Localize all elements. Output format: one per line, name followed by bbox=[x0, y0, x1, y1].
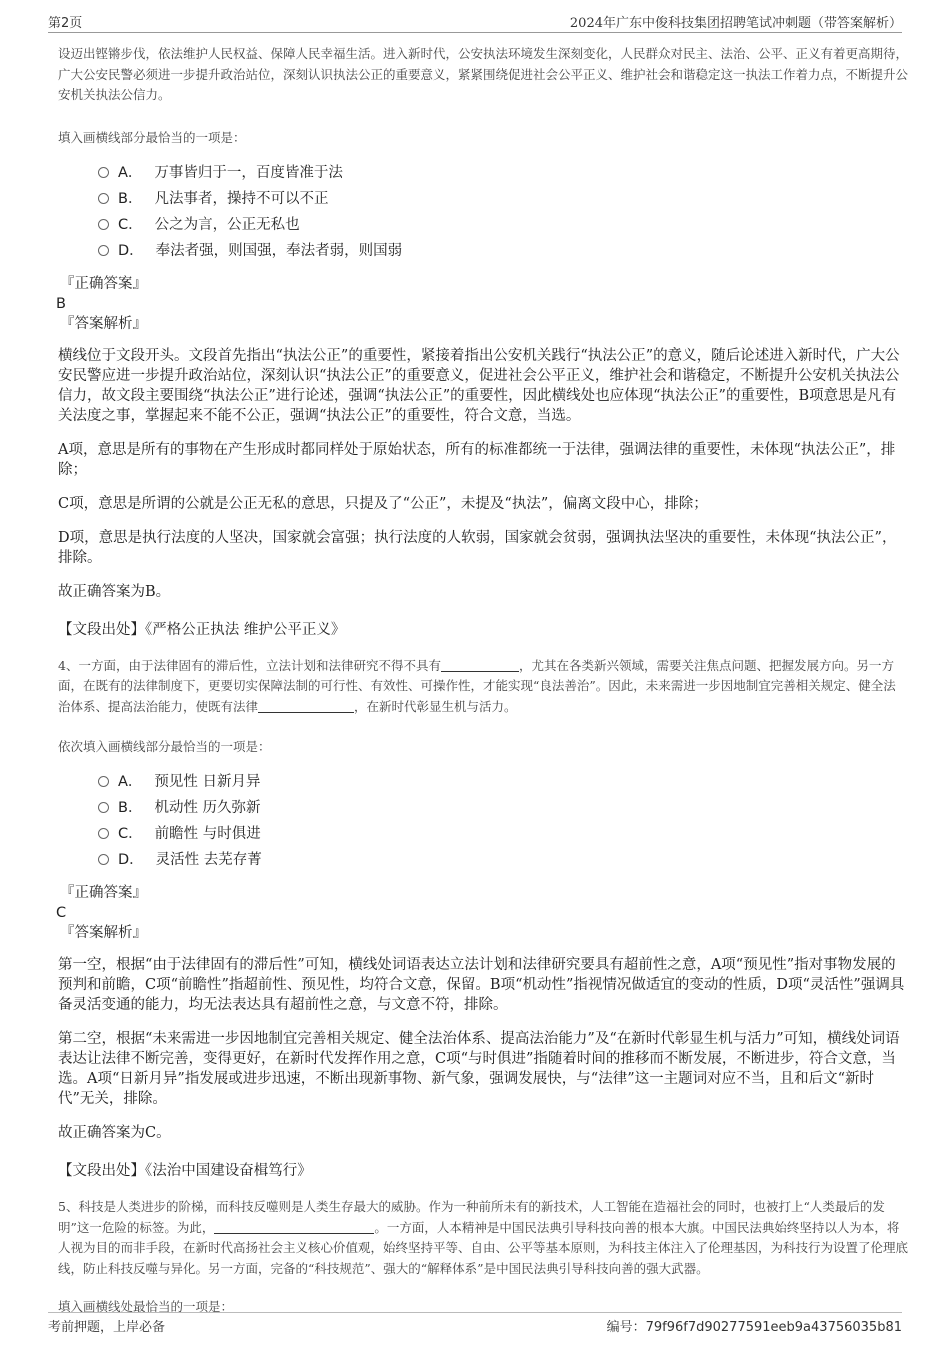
radio-button[interactable] bbox=[98, 776, 109, 787]
q5-stem: 5、科技是人类进步的阶梯，而科技反噬则是人类生存最大的威胁。作为一种前所未有的新技术，人工智能在造福社会的同时，也被打上“人类最后的发明”这一危险的标签。为此， 。一方面，人本精神是中国民法典引导科技向善的根本大旗。中国民法典始终坚持以人为本，将人视为目的而非手段，在新时代高扬社会主义核心价值观，始终坚持平等、自由、公平等基本原则，为科技主体注入了伦理基因，为科技行为设置了伦理底线，防止科技反噬与异化。另一方面，完备的“科技规范”、强大的“解释体系”是中国民法典引导科技向善的强大武器。 bbox=[58, 1199, 909, 1276]
q5-prompt: 填入画横线处最恰当的一项是： bbox=[58, 1299, 234, 1314]
q4-analysis-2: 第二空，根据“未来需进一步因地制宜完善相关规定、健全法治体系、提高法治能力”及“在新时代彰显生机与活力”可知，横线处词语表达让法律不断完善，变得更好，在新时代发挥作用之意，C项“与时俱进”指随着时间的推移而不断发展，不断进步，符合文意，当选。A项“日新月异”指发展或进步迅速，不断出现新事物、新气象，强调发展快，与“法律”这一主题词对应不当，且和后文“新时代”无关，排除。 bbox=[58, 1031, 900, 1107]
page-footer bbox=[48, 1312, 902, 1335]
question-5 bbox=[58, 1197, 908, 1315]
q4-answer: C bbox=[56, 905, 67, 921]
q4-source: 【文段出处】《法治中国建设奋楫笃行》 bbox=[58, 1163, 312, 1179]
page-number: 第2页 bbox=[48, 16, 83, 31]
radio-button[interactable] bbox=[98, 219, 109, 230]
q3-answer: B bbox=[56, 295, 66, 312]
q3-source: 【文段出处】《严格公正执法 维护公平正义》 bbox=[58, 621, 346, 638]
q3-analysis-5: 故正确答案为B。 bbox=[58, 583, 171, 600]
q4-analysis-label: 『答案解析』 bbox=[60, 925, 147, 941]
q3-analysis-1: 横线位于文段开头。文段首先指出“执法公正”的重要性，紧接着指出公安机关践行“执法公正”的意义，随后论述进入新时代，广大公安民警应进一步提升政治站位，深刻认识“执法公正”的重要意义，促进社会公平正义，维护社会和谐稳定，不断提升公安机关执法公信力，故文段主要围绕“执法公正”进行论述，强调“执法公正”的重要性，因此横线处也应体现“执法公正”的重要性，B项意思是凡有关法度之事，掌握起来不能不公正，强调“执法公正”的重要性，符合文意，当选。 bbox=[58, 347, 900, 424]
document-code: 编号：79f96f7d90277591eeb9a43756035b81 bbox=[606, 1320, 902, 1335]
q4-options bbox=[98, 769, 908, 873]
q3-option-c[interactable]: C． 公之为言，公正无私也 bbox=[98, 212, 908, 238]
q4-option-a[interactable]: A． 预见性 日新月异 bbox=[98, 769, 908, 795]
answer-blank bbox=[441, 659, 519, 672]
document-title: 2024年广东中俊科技集团招聘笔试冲刺题（带答案解析） bbox=[569, 16, 902, 31]
radio-button[interactable] bbox=[98, 802, 109, 813]
radio-button[interactable] bbox=[98, 854, 109, 865]
q3-option-a[interactable]: A． 万事皆归于一，百度皆准于法 bbox=[98, 160, 908, 186]
radio-button[interactable] bbox=[98, 193, 109, 204]
q3-options bbox=[98, 160, 908, 264]
question-3 bbox=[58, 44, 908, 640]
answer-blank bbox=[258, 700, 354, 713]
q4-answer-label: 『正确答案』 bbox=[60, 885, 147, 901]
footer-slogan: 考前押题，上岸必备 bbox=[48, 1320, 166, 1335]
q3-prompt: 填入画横线部分最恰当的一项是： bbox=[58, 129, 246, 145]
q4-analysis-3: 故正确答案为C。 bbox=[58, 1125, 171, 1141]
q3-analysis-4: D项，意思是执行法度的人坚决，国家就会富强；执行法度的人软弱，国家就会贫弱，强调执法坚决的重要性，未体现“执法公正”，排除。 bbox=[58, 529, 897, 566]
q4-option-c[interactable]: C． 前瞻性 与时俱进 bbox=[98, 821, 908, 847]
radio-button[interactable] bbox=[98, 167, 109, 178]
q3-option-b[interactable]: B． 凡法事者，操持不可以不正 bbox=[98, 186, 908, 212]
q4-stem: 4、一方面，由于法律固有的滞后性，立法计划和法律研究不得不具有 ，尤其在各类新兴领域，需要关注焦点问题、把握发展方向。另一方面，在既有的法律制度下，更要切实保障法制的可行性、有效性、可操作性，才能实现“良法善治”。因此，未来需进一步因地制宜完善相关规定、健全法治体系、提高法治能力，使既有法律 ，在新时代彰显生机与活力。 bbox=[58, 657, 896, 714]
question-4 bbox=[58, 656, 908, 1182]
q3-analysis-2: A项，意思是所有的事物在产生形成时都同样处于原始状态，所有的标准都统一于法律，强调法律的重要性，未体现“执法公正”，排除； bbox=[58, 441, 896, 478]
q3-passage: 设迈出铿锵步伐，依法维护人民权益、保障人民幸福生活。进入新时代，公安执法环境发生深刻变化，人民群众对民主、法治、公平、正义有着更高期待，广大公安民警必须进一步提升政治站位，深刻认识执法公正的重要意义，紧紧围绕促进社会公平正义、维护社会和谐稳定这一执法工作着力点，不断提升公安机关执法公信力。 bbox=[58, 46, 909, 102]
q3-analysis-3: C项，意思是所谓的公就是公正无私的意思，只提及了“公正”，未提及“执法”，偏离文段中心，排除； bbox=[58, 495, 708, 512]
radio-button[interactable] bbox=[98, 245, 109, 256]
q3-analysis-label: 『答案解析』 bbox=[60, 315, 147, 332]
q3-answer-label: 『正确答案』 bbox=[60, 275, 147, 292]
document-body bbox=[58, 44, 908, 1315]
q3-option-d[interactable]: D． 奉法者强，则国强，奉法者弱，则国弱 bbox=[98, 238, 908, 264]
page-header bbox=[48, 10, 902, 33]
q4-prompt: 依次填入画横线部分最恰当的一项是： bbox=[58, 739, 271, 754]
answer-blank bbox=[214, 1221, 374, 1234]
q4-option-b[interactable]: B． 机动性 历久弥新 bbox=[98, 795, 908, 821]
radio-button[interactable] bbox=[98, 828, 109, 839]
q4-analysis-1: 第一空，根据“由于法律固有的滞后性”可知，横线处词语表达立法计划和法律研究要具有超前性之意，A项“预见性”指对事物发展的预判和前瞻，C项“前瞻性”指超前性、预见性，均符合文意，保留。B项“机动性”指视情况做适宜的变动的性质，D项“灵活性”强调具备灵活变通的能力，均无法表达具有超前性之意，与文意不符，排除。 bbox=[58, 957, 905, 1013]
q4-option-d[interactable]: D． 灵活性 去芜存菁 bbox=[98, 847, 908, 873]
